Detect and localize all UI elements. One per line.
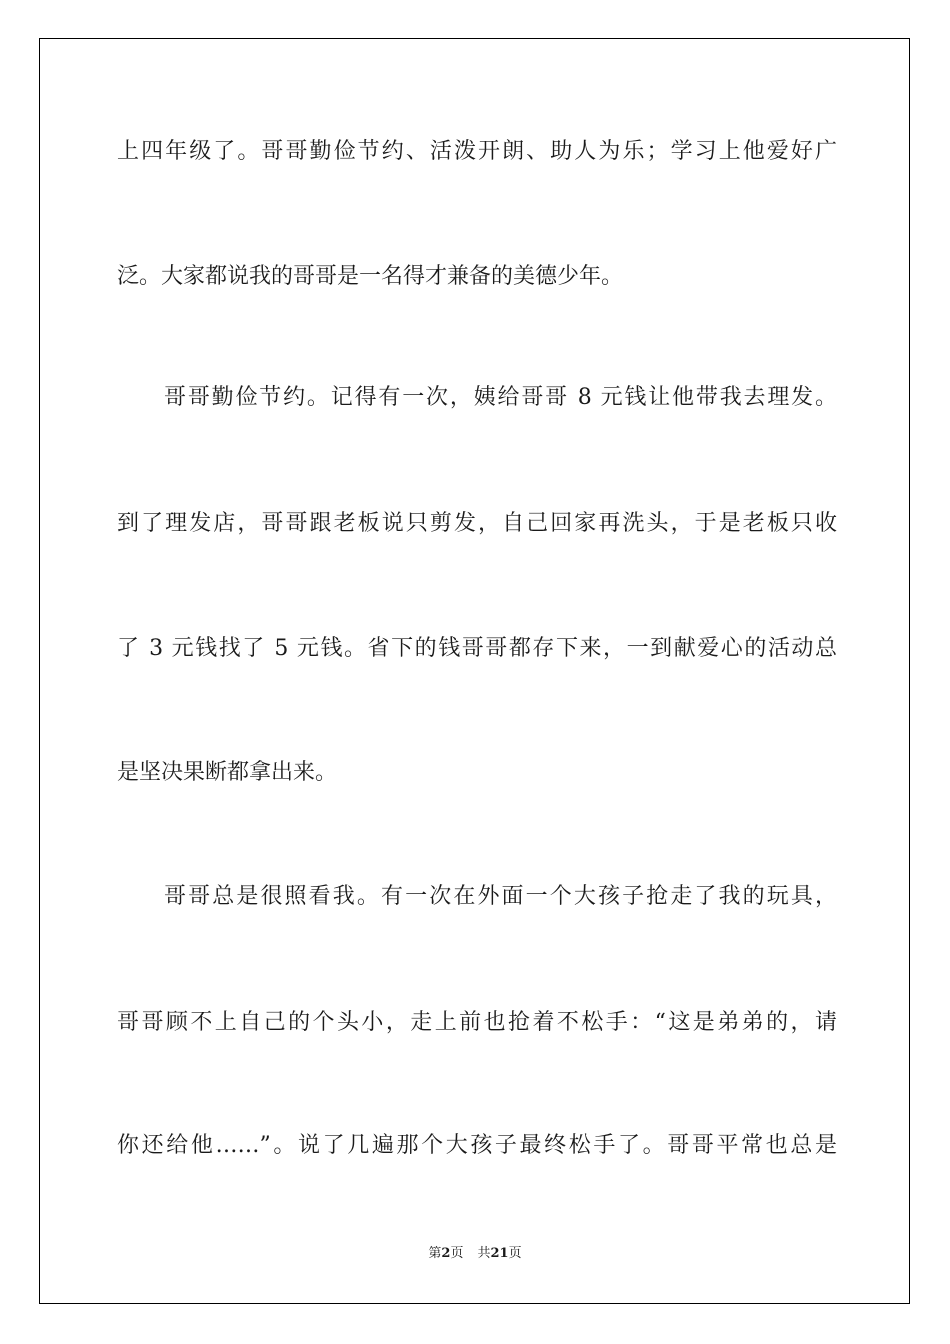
page-border — [39, 38, 910, 1304]
page-footer — [0, 1244, 950, 1264]
text-line-1: 上四年级了。哥哥勤俭节约、活泼开朗、助人为乐；学习上他爱好广 — [117, 139, 837, 164]
total-pages: 21 — [490, 1246, 509, 1261]
total-suffix: 页 — [508, 1246, 522, 1261]
page-number: 2 — [441, 1246, 451, 1261]
text-line-7: 哥哥总是很照看我。有一次在外面一个大孩子抢走了我的玩具， — [164, 884, 837, 909]
total-prefix: 共 — [477, 1246, 491, 1261]
text-line-3: 哥哥勤俭节约。记得有一次，姨给哥哥 8 元钱让他带我去理发。 — [164, 385, 837, 410]
text-line-8: 哥哥顾不上自己的个头小，走上前也抢着不松手：“这是弟弟的，请 — [117, 1010, 837, 1035]
text-line-9: 你还给他……”。说了几遍那个大孩子最终松手了。哥哥平常也总是 — [117, 1133, 837, 1158]
text-line-2: 泛。大家都说我的哥哥是一名得才兼备的美德少年。 — [117, 264, 624, 289]
page-suffix: 页 — [450, 1246, 464, 1261]
text-line-4: 到了理发店，哥哥跟老板说只剪发，自己回家再洗头，于是老板只收 — [117, 511, 837, 536]
page-prefix: 第 — [428, 1246, 442, 1261]
text-line-5: 了 3 元钱找了 5 元钱。省下的钱哥哥都存下来，一到献爱心的活动总 — [117, 636, 837, 661]
text-line-6: 是坚决果断都拿出来。 — [117, 760, 338, 785]
